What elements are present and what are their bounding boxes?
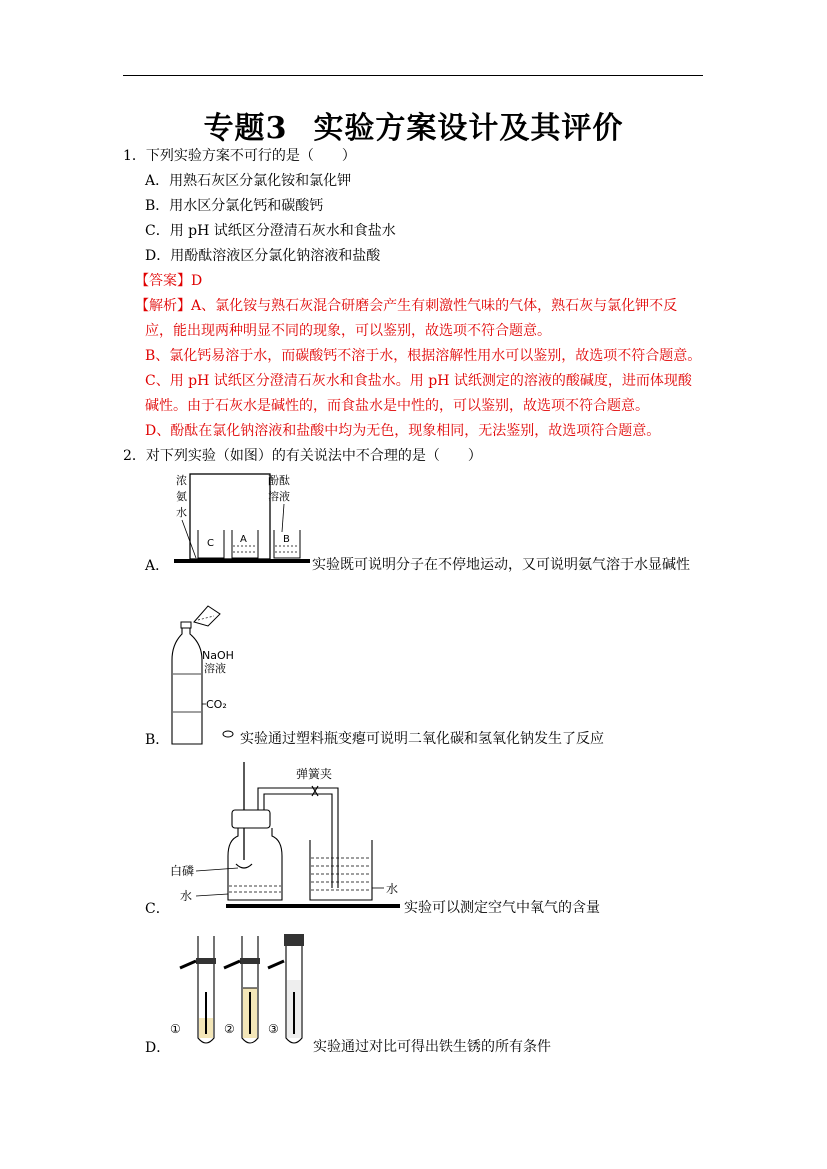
q2-b-text: 实验通过塑料瓶变瘪可说明二氧化碳和氢氧化钠发生了反应 [240, 731, 604, 747]
title-main: 专题 [203, 111, 266, 146]
connecting-tube [258, 788, 338, 888]
phosphorus-oxygen-figure [166, 760, 406, 915]
q1-analysis-line: 碱性。由于石灰水是碱性的，而食盐水是中性的，可以鉴别，故选项不符合题意。 [145, 398, 649, 414]
q1-stem: 1．下列实验方案不可行的是（ ） [123, 148, 356, 164]
iron-rust-figure [168, 930, 313, 1050]
label-nh3-3: 水 [176, 506, 187, 519]
label-tube-1: ① [170, 1022, 181, 1036]
stopper [232, 810, 270, 828]
label-phenol-2: 溶液 [268, 490, 290, 503]
title-number: 3 [265, 111, 288, 146]
header-rule [123, 75, 703, 76]
label-b: B [283, 534, 290, 545]
q1-analysis-line: 应，能出现两种明显不同的现象，可以鉴别，故选项不符合题意。 [145, 323, 551, 339]
q2-b-letter: B． [145, 732, 170, 748]
pouring-beaker [194, 606, 220, 626]
q2-d-letter: D． [145, 1040, 171, 1056]
label-phenol-1: 酚酞 [268, 474, 290, 487]
base-plate [226, 904, 400, 908]
ammonia-diffusion-figure [170, 470, 310, 570]
beaker-c [198, 530, 224, 558]
label-tube-2: ② [224, 1022, 235, 1036]
q2-d-text: 实验通过对比可得出铁生锈的所有条件 [313, 1039, 551, 1055]
q1-option-c: C．用 pH 试纸区分澄清石灰水和食盐水 [145, 223, 396, 239]
label-water-left: 水 [180, 889, 193, 903]
title-rest: 实验方案设计及其评价 [313, 111, 624, 146]
q1-option-b: B．用水区分氯化钙和碳酸钙 [145, 198, 324, 214]
q1-answer: 【答案】D [135, 273, 203, 289]
q1-analysis-line: 【解析】A、氯化铵与熟石灰混合研磨会产生有刺激性气味的气体，熟石灰与氯化钾不反 [135, 298, 678, 314]
co2-bottle-figure [168, 604, 258, 750]
q1-analysis-line: D、酚酞在氯化钠溶液和盐酸中均为无色，现象相同，无法鉴别，故选项符合题意。 [145, 423, 661, 439]
test-tube-2 [224, 936, 260, 1043]
page-title [0, 103, 827, 147]
q1-option-d: D．用酚酞溶液区分氯化钠溶液和盐酸 [145, 248, 381, 264]
q2-stem: 2．对下列实验（如图）的有关说法中不合理的是（ ） [123, 448, 482, 464]
cap-icon [223, 731, 233, 737]
beaker-a [232, 530, 258, 558]
base-plate [174, 559, 310, 563]
label-spring-clip: 弹簧夹 [296, 767, 333, 781]
label-nh3-1: 浓 [176, 474, 187, 487]
q1-analysis-line: B、氯化钙易溶于水，而碳酸钙不溶于水，根据溶解性用水可以鉴别，故选项不符合题意。 [145, 348, 702, 364]
q2-a-text: 实验既可说明分子在不停地运动，又可说明氨气溶于水显碱性 [312, 557, 690, 573]
q2-c-text: 实验可以测定空气中氧气的含量 [404, 900, 600, 916]
label-co2: CO₂ [206, 698, 227, 711]
test-tube-1 [170, 936, 216, 1043]
label-tube-3: ③ [268, 1022, 279, 1036]
q2-c-letter: C． [145, 901, 170, 917]
label-solution: 溶液 [204, 662, 226, 675]
q1-option-a: A．用熟石灰区分氯化铵和氯化钾 [145, 173, 352, 189]
water-beaker [310, 840, 372, 900]
q2-a-letter: A． [145, 558, 170, 574]
label-naoh: NaOH [202, 649, 234, 662]
plastic-bottle [172, 628, 202, 744]
q1-analysis-line: C、用 pH 试纸区分澄清石灰水和食盐水。用 pH 试纸测定的溶液的酸碱度，进而体现酸 [145, 373, 692, 389]
label-c: C [207, 538, 214, 549]
label-a: A [240, 534, 247, 545]
beaker-b [274, 530, 300, 558]
test-tube-3 [268, 934, 304, 1043]
label-water-right: 水 [386, 882, 399, 896]
label-white-phosphorus: 白磷 [170, 864, 195, 878]
label-nh3-2: 氨 [176, 490, 187, 503]
